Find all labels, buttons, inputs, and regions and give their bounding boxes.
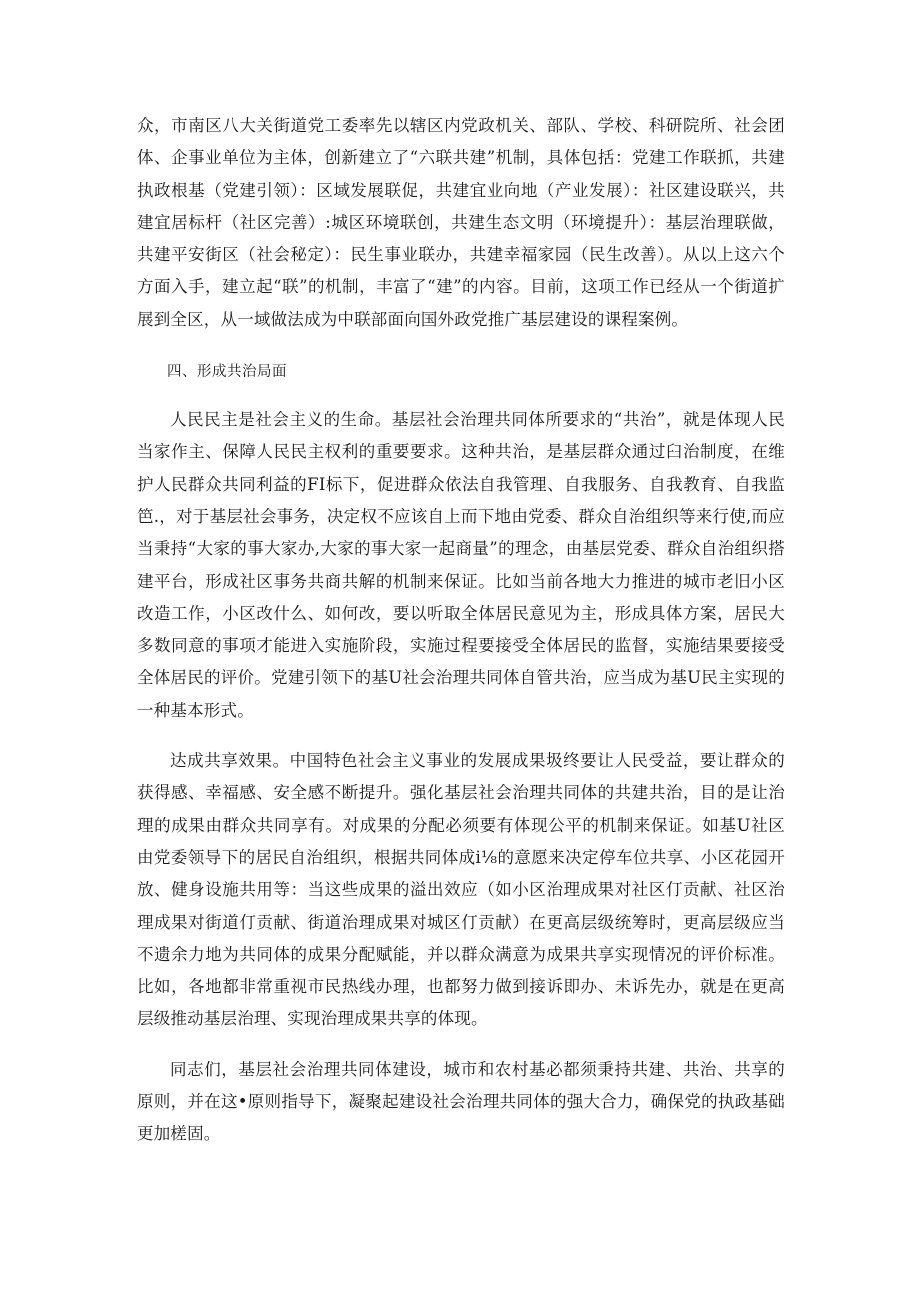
paragraph-shared-results: 达成共享效果。中国特色社会主义事业的发展成果圾终要让人民受益，要让群众的获得感、幸福感、安全感不断提升。强化基层社会治理共同体的共建共治，目的是让治理的成果由群众共同享有。对成果的分配必须要有体现公平的机制来保证。如基U社区由党委领导下的居民自治组织，根据共同体成i⅛的意愿来决定停车位共享、小区花园开放、健身设施共用等：当这些成果的溢出效应（如小区治理成果对社区仃贡献、社区治理成果对街道仃贡献、街道治理成果对城区仃贡献）在更高层级统筹时，更高层级应当不遗余力地为共同体的成果分配赋能，并以群众满意为成果共享实现情况的评价标准。比如，各地都非常重视市民热线办理，也都努力做到接诉即办、未诉先办，就是在更高层级推动基层治理、实现治理成果共享的体现。 bbox=[137, 751, 785, 1029]
paragraph-six-linkages: 众，市南区八大关街道党工委率先以辖区内党政机关、部队、学校、科研院所、社会团体、企事业单位为主体，创新建立了“六联共建”机制，具体包括：党建工作联抓，共建执政根基（党建引领）：区域发展联促，共建宜业向地（产业发展）：社区建设联兴，共建宜居标杆（社区完善）:城区环境联创，共建生态文明（环境提升）：基层治理联做，共建平安街区（社会秘定）：民生事业联办，共建幸福家园（民生改善）。从以上这六个方面入手，建立起“联”的机制，丰富了“建”的内容。目前，这项工作已经从一个街道扩展到全区，从一域做法成为中联部面向国外政党推广基层建设的课程案例。 bbox=[137, 116, 785, 329]
section-heading-co-governance: 四、形成共治局面 bbox=[167, 364, 287, 381]
paragraph-conclusion: 同志们，基层社会治理共同体建设，城市和农村基必都须秉持共建、共治、共享的原则，并在这•原则指导下，凝聚起建设社会治理共同体的强大合力，确保党的执政基础更加槎固。 bbox=[137, 1059, 785, 1144]
paragraph-co-governance: 人民民主是社会主义的生命。基层社会治理共同体所要求的“共治”，就是体现人民当家作主、保障人民民主权利的重要要求。这种共治，是基层群众通过臼治制度，在维护人民群众共同利益的FI标下，促进群众依法自我管理、自我服务、自我教育、自我监笆.，对于基层社会事务，决定权不应该自上而下地由党委、群众自治组织等来行使,而应当秉持“大家的事大家办,大家的事大家一起商量”的理念，由基层党委、群众自治组织搭建平台，形成社区事务共商共解的机制来保证。比如当前各地大力推进的城市老旧小区改造工作，小区改什么、如何改，要以听取全体居民意见为主，形成具体方案，居民大多数同意的事项才能进入实施阶段，实施过程要接受全体居民的监督，实施结果要接受全体居民的评价。党建引领下的基U社会治理共同体自管共治，应当成为基U民主实现的一种基本形式。 bbox=[137, 410, 785, 720]
document-page bbox=[137, 110, 785, 1151]
